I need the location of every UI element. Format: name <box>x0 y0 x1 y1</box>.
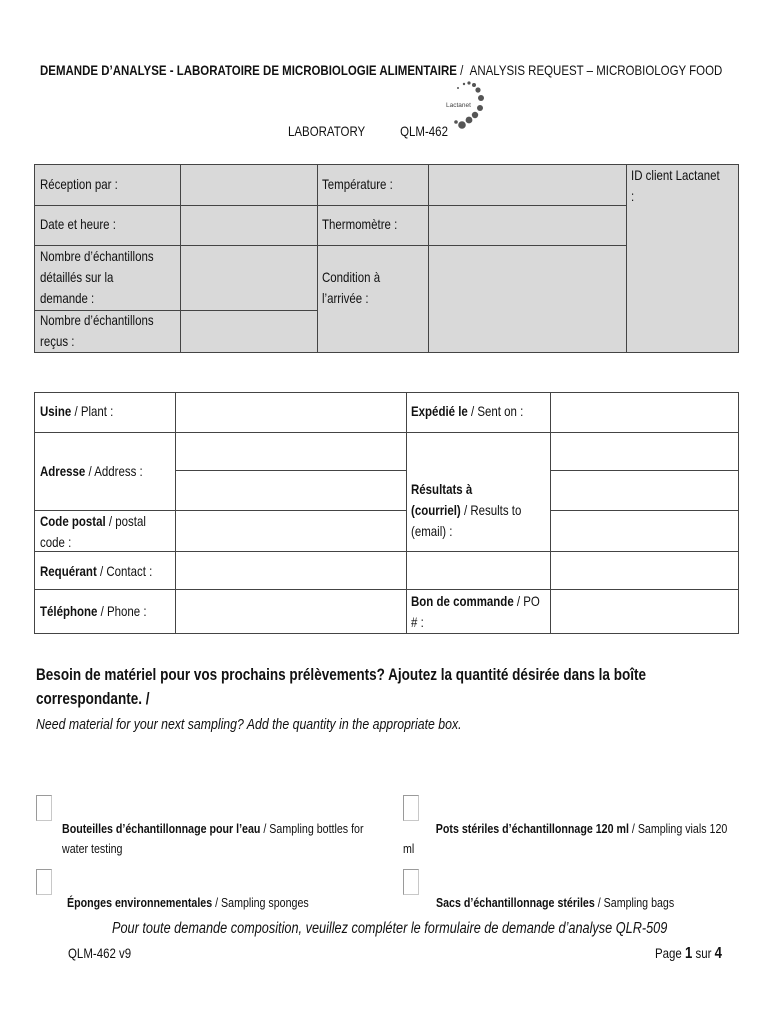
reception-table <box>34 164 739 353</box>
sent-on-field[interactable] <box>551 393 738 432</box>
logo-text: Lactanet <box>446 102 471 109</box>
title-separator: / <box>460 62 464 78</box>
sponges-checkbox[interactable] <box>36 869 52 895</box>
thermometer-label: Thermomètre : <box>322 216 398 232</box>
water-bottles-label: Bouteilles d’échantillonnage pour l’eau / Sampling bottles for water testing <box>62 821 364 856</box>
sterile-vials-label: Pots stériles d’échantillonnage 120 ml / Sampling vials 120 ml <box>403 821 728 856</box>
water-bottles-checkbox[interactable] <box>36 795 52 821</box>
form-code: QLM-462 <box>400 123 448 139</box>
address-label: Adresse / Address : <box>40 463 143 479</box>
sterile-vials-checkbox[interactable] <box>403 795 419 821</box>
phone-field[interactable] <box>176 590 406 633</box>
client-table <box>34 392 739 634</box>
title-en-line2: LABORATORY <box>288 123 366 139</box>
material-heading-en: Need material for your next sampling? Add the quantity in the appropriate box. <box>36 716 462 733</box>
thermometer-field[interactable] <box>429 206 626 245</box>
results-email-field-1[interactable] <box>551 433 738 470</box>
sponges-label: Éponges environnementales / Sampling sponges <box>67 895 309 910</box>
composition-note: Pour toute demande composition, veuillez compléter le formulaire de demande d’analyse QLR-509 <box>112 920 668 937</box>
samples-received-label: Nombre d’échantillons reçus : <box>40 312 154 349</box>
sampling-bags-checkbox[interactable] <box>403 869 419 895</box>
po-field[interactable] <box>551 590 738 633</box>
requester-field[interactable] <box>176 552 406 589</box>
condition-field[interactable] <box>429 246 626 352</box>
lactanet-logo <box>444 80 490 136</box>
title-en: ANALYSIS REQUEST – MICROBIOLOGY FOOD <box>469 62 723 78</box>
results-email-field-4[interactable] <box>551 552 738 589</box>
results-email-field-3[interactable] <box>551 511 738 551</box>
temperature-field[interactable] <box>429 165 626 205</box>
client-id-label: ID client Lactanet : <box>631 167 720 204</box>
received-by-label: Réception par : <box>40 176 118 192</box>
form-title <box>40 62 760 78</box>
received-by-field[interactable] <box>181 165 317 205</box>
postal-code-field[interactable] <box>176 511 406 551</box>
date-time-label: Date et heure : <box>40 216 116 232</box>
form-version: QLM-462 v9 <box>68 945 132 961</box>
plant-label: Usine / Plant : <box>40 403 114 419</box>
title-fr: DEMANDE D’ANALYSE - LABORATOIRE DE MICROBIOLOGIE ALIMENTAIRE <box>40 62 457 78</box>
address-field-line1[interactable] <box>176 433 406 470</box>
results-email-field-2[interactable] <box>551 471 738 510</box>
address-field-line2[interactable] <box>176 471 406 510</box>
page-number: Page 1 sur 4 <box>655 945 722 962</box>
po-label: Bon de commande / PO # : <box>411 593 540 630</box>
date-time-field[interactable] <box>181 206 317 245</box>
sampling-bags-label: Sacs d’échantillonnage stériles / Sampling bags <box>436 895 675 910</box>
requester-label: Requérant / Contact : <box>40 563 153 579</box>
results-to-label: Résultats à (courriel) / Results to (email) : <box>411 481 522 539</box>
plant-field[interactable] <box>176 393 406 432</box>
phone-label: Téléphone / Phone : <box>40 603 147 619</box>
postal-code-label: Code postal / postal code : <box>40 513 146 550</box>
material-heading: Besoin de matériel pour vos prochains prélèvements? Ajoutez la quantité désirée dans la boîte correspondante. / <box>36 666 647 708</box>
condition-label: Condition à l’arrivée : <box>322 269 381 306</box>
samples-detailed-field[interactable] <box>181 246 317 310</box>
samples-received-field[interactable] <box>181 311 317 352</box>
samples-detailed-label: Nombre d’échantillons détaillés sur la demande : <box>40 248 154 306</box>
temperature-label: Température : <box>322 176 393 192</box>
sent-on-label: Expédié le / Sent on : <box>411 403 524 419</box>
